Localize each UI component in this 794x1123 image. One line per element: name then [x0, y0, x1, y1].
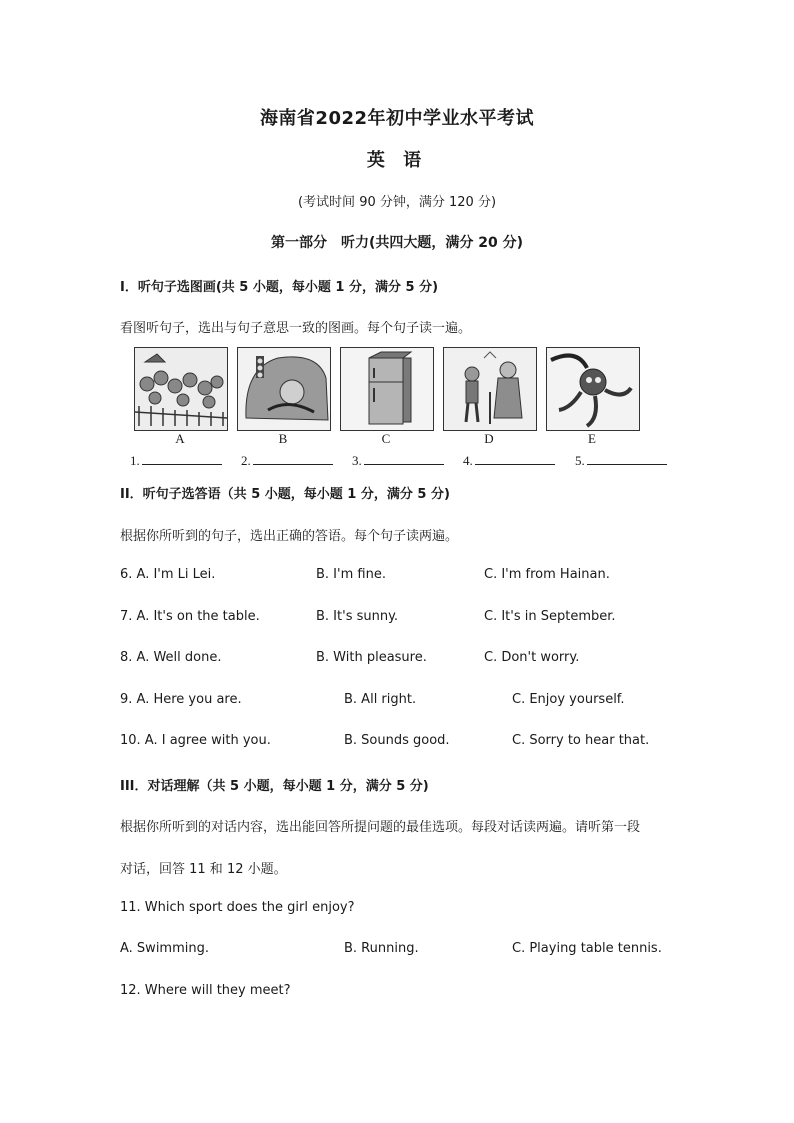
boy-helping-elder-icon	[443, 347, 537, 431]
question-8-option-b: B. With pleasure.	[316, 650, 427, 665]
question-9-option-c: C. Enjoy yourself.	[512, 692, 625, 707]
refrigerator-icon	[340, 347, 434, 431]
part-heading: 第一部分 听力(共四大题，满分 20 分)	[270, 235, 524, 251]
question-6-option-b: B. I'm fine.	[316, 567, 386, 582]
question-9-option-b: B. All right.	[344, 692, 417, 707]
section-2-heading: II．听句子选答语（共 5 小题，每小题 1 分，满分 5 分)	[120, 487, 450, 502]
exam-meta: (考试时间 90 分钟，满分 120 分)	[297, 195, 497, 210]
monkey-swinging-icon	[546, 347, 640, 431]
section-3-heading: III．对话理解（共 5 小题，每小题 1 分，满分 5 分)	[120, 779, 429, 794]
question-10-option-b: B. Sounds good.	[344, 733, 450, 748]
exam-subject: 英 语	[366, 150, 428, 171]
picture-label-e: E	[588, 431, 596, 446]
exam-title: 海南省2022年初中学业水平考试	[259, 108, 535, 129]
question-7-option-c: C. It's in September.	[484, 609, 616, 624]
section-3-instruction-line-2: 对话，回答 11 和 12 小题。	[120, 862, 287, 877]
question-8-option-c: C. Don't worry.	[484, 650, 580, 665]
question-12: 12. Where will they meet?	[120, 983, 291, 998]
section-3-instruction-line-1: 根据你所听到的对话内容，选出能回答所提问题的最佳选项。每段对话读两遍。请听第一段	[120, 820, 641, 835]
answer-blank-1[interactable]: 1.	[130, 452, 222, 469]
question-7-option-b: B. It's sunny.	[316, 609, 399, 624]
question-11: 11. Which sport does the girl enjoy?	[120, 900, 355, 915]
traffic-light-driver-icon	[237, 347, 331, 431]
flower-garden-icon	[134, 347, 228, 431]
question-10-option-c: C. Sorry to hear that.	[512, 733, 650, 748]
answer-blank-2[interactable]: 2.	[241, 452, 333, 469]
question-7-option-a: 7. A. It's on the table.	[120, 609, 260, 624]
section-1-instruction: 看图听句子，选出与句子意思一致的图画。每个句子读一遍。	[120, 321, 472, 336]
picture-label-c: C	[381, 431, 391, 446]
question-8-option-a: 8. A. Well done.	[120, 650, 222, 665]
picture-label-d: D	[484, 431, 494, 446]
question-11-option-c: C. Playing table tennis.	[512, 941, 662, 956]
question-10-option-a: 10. A. I agree with you.	[120, 733, 271, 748]
question-11-option-b: B. Running.	[344, 941, 419, 956]
question-11-option-a: A. Swimming.	[120, 941, 209, 956]
section-1-heading: I．听句子选图画(共 5 小题，每小题 1 分，满分 5 分)	[120, 280, 439, 295]
question-6-option-c: C. I'm from Hainan.	[484, 567, 610, 582]
picture-label-a: A	[175, 431, 185, 446]
question-9-option-a: 9. A. Here you are.	[120, 692, 242, 707]
answer-blank-5[interactable]: 5.	[575, 452, 667, 469]
answer-blank-4[interactable]: 4.	[463, 452, 555, 469]
question-6-option-a: 6. A. I'm Li Lei.	[120, 567, 216, 582]
section-2-instruction: 根据你所听到的句子，选出正确的答语。每个句子读两遍。	[120, 529, 459, 544]
answer-blank-3[interactable]: 3.	[352, 452, 444, 469]
picture-label-b: B	[278, 431, 288, 446]
